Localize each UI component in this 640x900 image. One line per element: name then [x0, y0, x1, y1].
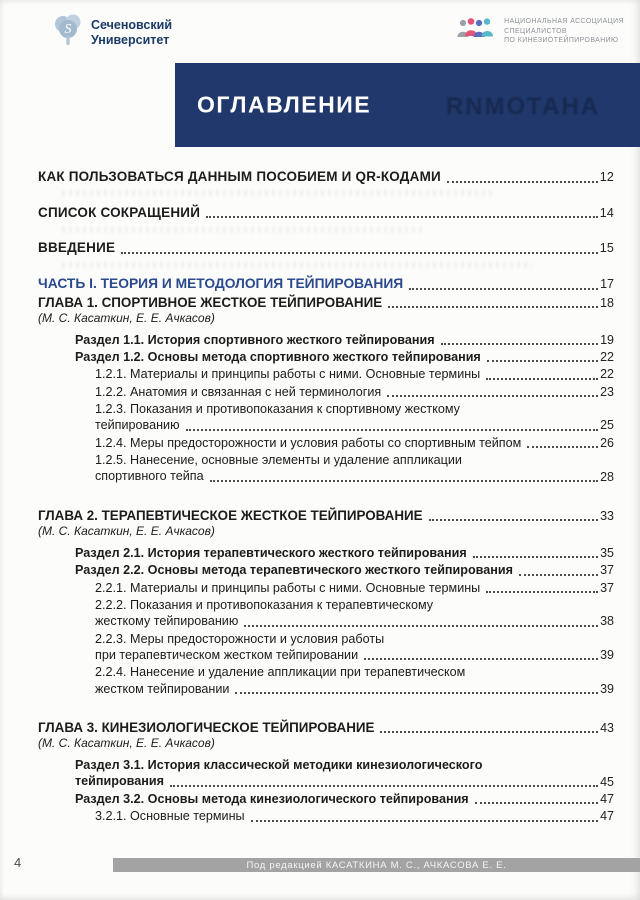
toc-entry-page: 22: [600, 367, 614, 382]
toc-entry-page: 39: [600, 648, 614, 663]
toc-entry-page: 12: [599, 170, 614, 185]
toc-entry-title: Раздел 1.2. Основы метода спортивного жесткого тейпирования: [75, 349, 481, 364]
toc-entry-title: жесткому тейпированию: [95, 614, 239, 629]
toc-entry: [38, 435, 614, 451]
association-logo-line2: СПЕЦИАЛИСТОВ: [504, 27, 567, 35]
association-logo-line3: ПО КИНЕЗИОТЕЙПИРОВАНИЮ: [504, 37, 619, 45]
sechenov-tree-icon: [53, 12, 83, 53]
toc-entry-page: 37: [600, 563, 614, 578]
toc-entry: [38, 719, 614, 736]
toc-entry-page: 25: [600, 418, 614, 433]
toc-entry: [38, 757, 614, 790]
toc-entry-title: Раздел 2.1. История терапевтического жесткого тейпирования: [75, 545, 467, 560]
toc-entry-page: 17: [600, 277, 614, 292]
toc-entry-title: Раздел 2.2. Основы метода терапевтического жесткого тейпирования: [75, 563, 513, 578]
toc-entry: [38, 597, 614, 630]
toc-entry: [38, 507, 614, 524]
dot-leader: [186, 429, 599, 431]
toc-entry-line: 2.2.2. Показания и противопоказания к терапевтическому: [95, 597, 434, 612]
dot-leader: [441, 343, 599, 345]
toc-entry-line: (М. С. Касаткин, Е. Е. Ачкасов): [38, 310, 215, 325]
toc-entry: [38, 580, 614, 596]
toc-entry-title: при терапевтическом жестком тейпировании: [95, 647, 359, 662]
toc-entry-page: 39: [600, 681, 614, 696]
toc-list: [38, 168, 614, 825]
dot-leader: [380, 731, 598, 733]
sechenov-university-logo: [53, 12, 172, 53]
dot-leader: [206, 216, 598, 218]
toc-entry-title: тейпированию: [95, 418, 180, 433]
sechenov-logo-line2: Университет: [91, 32, 170, 47]
svg-text:S: S: [64, 22, 72, 37]
toc-entry-line: (М. С. Касаткин, Е. Е. Ачкасов): [38, 524, 215, 539]
dot-leader: [486, 378, 598, 380]
sechenov-logo-text: [91, 18, 172, 48]
toc-entry-title: КАК ПОЛЬЗОВАТЬСЯ ДАННЫМ ПОСОБИЕМ И QR-КОДАМИ: [38, 169, 441, 184]
toc-entry: [38, 349, 614, 365]
toc-entry-page: 38: [600, 614, 614, 629]
dot-leader: [121, 252, 598, 254]
association-logo-text: [504, 17, 624, 46]
toc-entry: [38, 545, 614, 561]
toc-entry: [38, 562, 614, 578]
toc-entry-title: тейпирования: [75, 774, 164, 789]
sechenov-logo-line1: Сеченовский: [91, 17, 173, 32]
toc-entry-line: 2.2.4. Нанесение и удаление аппликации при терапевтическом: [95, 665, 466, 680]
bleedthrough-text: АНАТОМИЯ: [443, 93, 598, 120]
dot-leader: [473, 556, 598, 558]
toc-entry-page: 45: [600, 774, 614, 789]
toc-entry: [38, 808, 614, 824]
toc-entry: [38, 631, 614, 664]
editors-footer-bar: [113, 858, 640, 872]
toc-entry: [38, 452, 614, 485]
toc-entry-page: 37: [600, 580, 614, 595]
toc-entry: [38, 311, 614, 327]
dot-leader: [527, 446, 598, 448]
toc-entry: [38, 384, 614, 400]
kinesiotaping-association-logo: [455, 14, 624, 49]
association-logo-line1: НАЦИОНАЛЬНАЯ АССОЦИАЦИЯ: [504, 18, 624, 26]
toc-entry: [38, 239, 614, 257]
toc-entry-line: 1.2.5. Нанесение, основные элементы и удаление аппликации: [95, 453, 462, 468]
toc-entry: [38, 366, 614, 382]
toc-entry-title: ЧАСТЬ I. ТЕОРИЯ И МЕТОДОЛОГИЯ ТЕЙПИРОВАНИЯ: [38, 275, 404, 291]
toc-entry-page: 26: [600, 435, 614, 450]
toc-entry-title: ГЛАВА 3. КИНЕЗИОЛОГИЧЕСКОЕ ТЕЙПИРОВАНИЕ: [38, 720, 375, 736]
toc-entry-page: 22: [600, 350, 614, 365]
dot-leader: [519, 574, 598, 576]
toc-entry-page: 18: [600, 295, 614, 310]
toc-entry-page: 15: [599, 241, 614, 256]
toc-entry-page: 19: [600, 332, 614, 347]
toc-entry: [38, 294, 614, 311]
toc-entry-title: Раздел 1.1. История спортивного жесткого тейпирования: [75, 332, 435, 347]
toc-entry-title: Раздел 3.2. Основы метода кинезиологического тейпирования: [75, 791, 469, 806]
people-group-icon: [455, 14, 497, 49]
dot-leader: [409, 288, 598, 290]
toc-entry-title: ГЛАВА 2. ТЕРАПЕВТИЧЕСКОЕ ЖЕСТКОЕ ТЕЙПИРОВАНИЕ: [38, 507, 423, 523]
toc-entry: [38, 401, 614, 434]
toc-entry-title: СПИСОК СОКРАЩЕНИЙ: [38, 204, 201, 220]
toc-entry-page: 35: [600, 545, 614, 560]
toc-entry-title: ГЛАВА 1. СПОРТИВНОЕ ЖЕСТКОЕ ТЕЙПИРОВАНИЕ: [38, 294, 383, 310]
toc-entry-title: спортивного тейпа: [95, 469, 204, 484]
dot-leader: [486, 591, 598, 593]
toc-entry: [38, 736, 614, 752]
toc-entry-line: 2.2.3. Меры предосторожности и условия работы: [95, 631, 385, 646]
toc-entry-page: 43: [600, 721, 614, 736]
toc-entry-title: 3.2.1. Основные термины: [95, 809, 245, 824]
toc-entry: [38, 664, 614, 697]
editors-text: Под редакцией КАСАТКИНА М. С., АЧКАСОВА Е. Е.: [246, 859, 507, 871]
toc-entry: [38, 332, 614, 348]
page-title: ОГЛАВЛЕНИЕ: [197, 91, 372, 118]
dot-leader: [447, 181, 598, 183]
dot-leader: [210, 480, 598, 482]
toc-entry-page: 23: [600, 384, 614, 399]
toc-entry-title: 1.2.2. Анатомия и связанная с ней терминология: [95, 384, 382, 399]
toc-entry-line: (М. С. Касаткин, Е. Е. Ачкасов): [38, 736, 215, 751]
page-number: 4: [14, 855, 22, 870]
toc-entry: [38, 524, 614, 540]
dot-leader: [235, 692, 598, 694]
toc-entry: [38, 168, 614, 186]
toc-entry-page: 28: [600, 469, 614, 484]
dot-leader: [475, 802, 598, 804]
toc-entry: [38, 791, 614, 807]
dot-leader: [244, 625, 598, 627]
dot-leader: [429, 519, 599, 521]
dot-leader: [170, 785, 598, 787]
toc-entry-page: 47: [600, 809, 614, 824]
toc-entry-title: 2.2.1. Материалы и принципы работы с ними. Основные термины: [95, 580, 481, 595]
toc-entry-line: Раздел 3.1. История классической методики кинезиологического: [75, 758, 483, 773]
toc-entry-title: 1.2.1. Материалы и принципы работы с ними. Основные термины: [95, 367, 481, 382]
chapter-title-band: [175, 63, 640, 147]
dot-leader: [388, 306, 598, 308]
dot-leader: [487, 360, 598, 362]
toc-entry-page: 14: [599, 205, 614, 220]
dot-leader: [251, 820, 599, 822]
toc-entry-title: жестком тейпировании: [95, 681, 230, 696]
toc-entry: [38, 275, 614, 293]
toc-entry-title: 1.2.4. Меры предосторожности и условия работы со спортивным тейпом: [95, 435, 522, 450]
toc-entry-line: 1.2.3. Показания и противопоказания к спортивному жесткому: [95, 402, 460, 417]
toc-entry-page: 47: [600, 791, 614, 806]
toc-entry-page: 33: [600, 508, 614, 523]
toc-entry-title: ВВЕДЕНИЕ: [38, 240, 116, 256]
dot-leader: [387, 395, 598, 397]
dot-leader: [364, 658, 598, 660]
toc-entry: [38, 204, 614, 222]
